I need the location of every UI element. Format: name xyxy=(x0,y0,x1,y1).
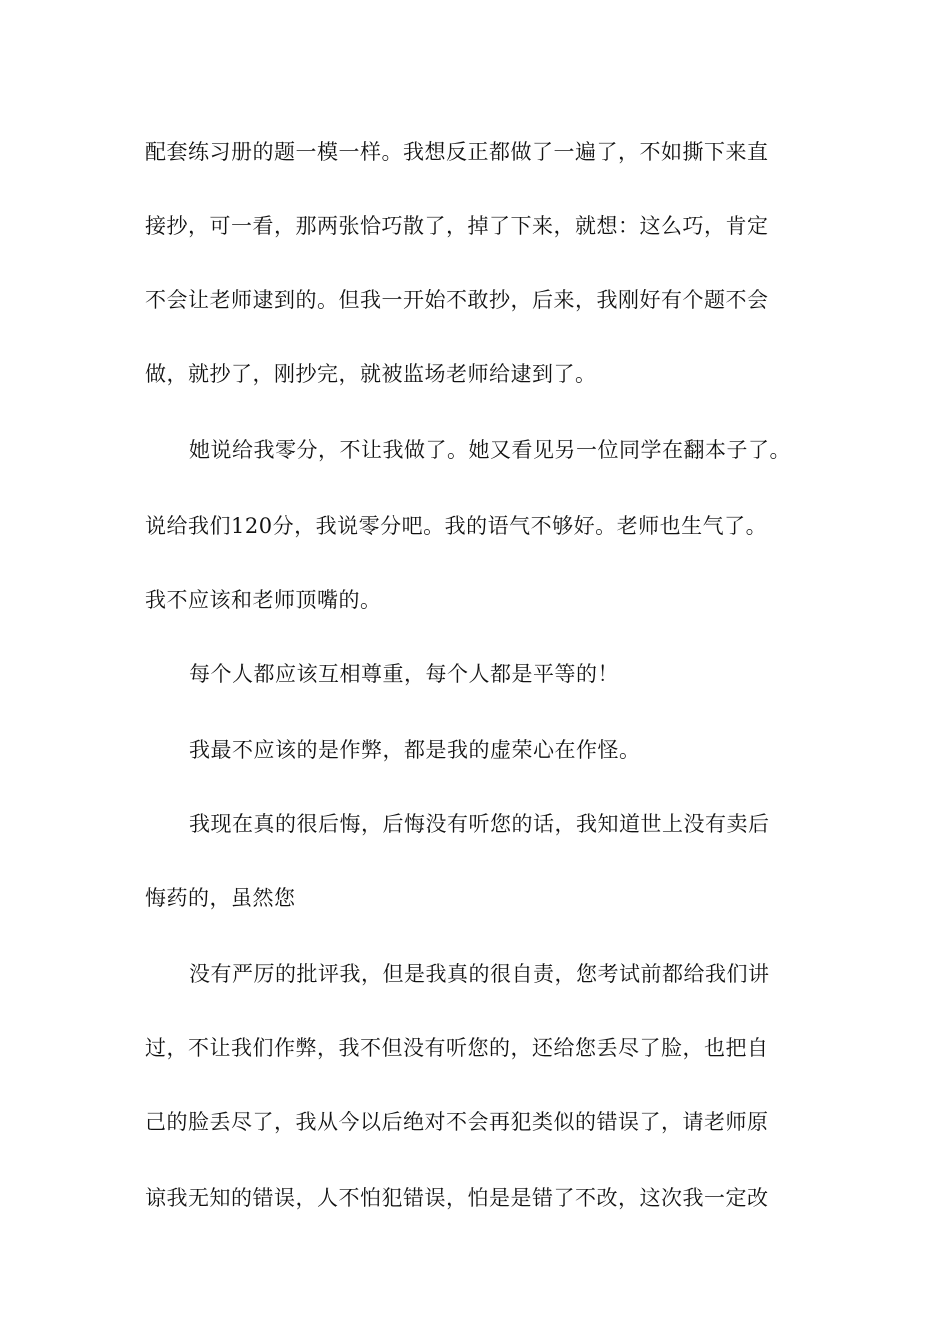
text-line: 做，就抄了，刚抄完，就被监场老师给逮到了。 xyxy=(145,362,597,386)
text-line: 己的脸丢尽了，我从今以后绝对不会再犯类似的错误了，请老师原 xyxy=(145,1110,769,1134)
paragraph-first-line: 我现在真的很后悔，后悔没有听您的话，我知道世上没有卖后 xyxy=(189,812,770,836)
text-line: 不会让老师逮到的。但我一开始不敢抄，后来，我刚好有个题不会 xyxy=(145,288,769,312)
text-line: 谅我无知的错误，人不怕犯错误，怕是是错了不改，这次我一定改 xyxy=(145,1186,769,1210)
paragraph-first-line: 每个人都应该互相尊重，每个人都是平等的！ xyxy=(189,662,619,686)
paragraph-first-line: 她说给我零分，不让我做了。她又看见另一位同学在翻本子了。 xyxy=(189,438,791,462)
paragraph-first-line: 没有严厉的批评我，但是我真的很自责，您考试前都给我们讲 xyxy=(189,962,770,986)
text-line: 接抄，可一看，那两张恰巧散了，掉了下来，就想：这么巧，肯定 xyxy=(145,214,769,238)
paragraph-first-line: 我最不应该的是作弊，都是我的虚荣心在作怪。 xyxy=(189,738,641,762)
text-line: 说给我们120分，我说零分吧。我的语气不够好。老师也生气了。 xyxy=(145,514,768,538)
text-line: 配套练习册的题一模一样。我想反正都做了一遍了，不如撕下来直 xyxy=(145,140,769,164)
text-line: 我不应该和老师顶嘴的。 xyxy=(145,588,382,612)
text-line: 悔药的，虽然您 xyxy=(145,886,296,910)
text-line: 过，不让我们作弊，我不但没有听您的，还给您丢尽了脸，也把自 xyxy=(145,1036,769,1060)
